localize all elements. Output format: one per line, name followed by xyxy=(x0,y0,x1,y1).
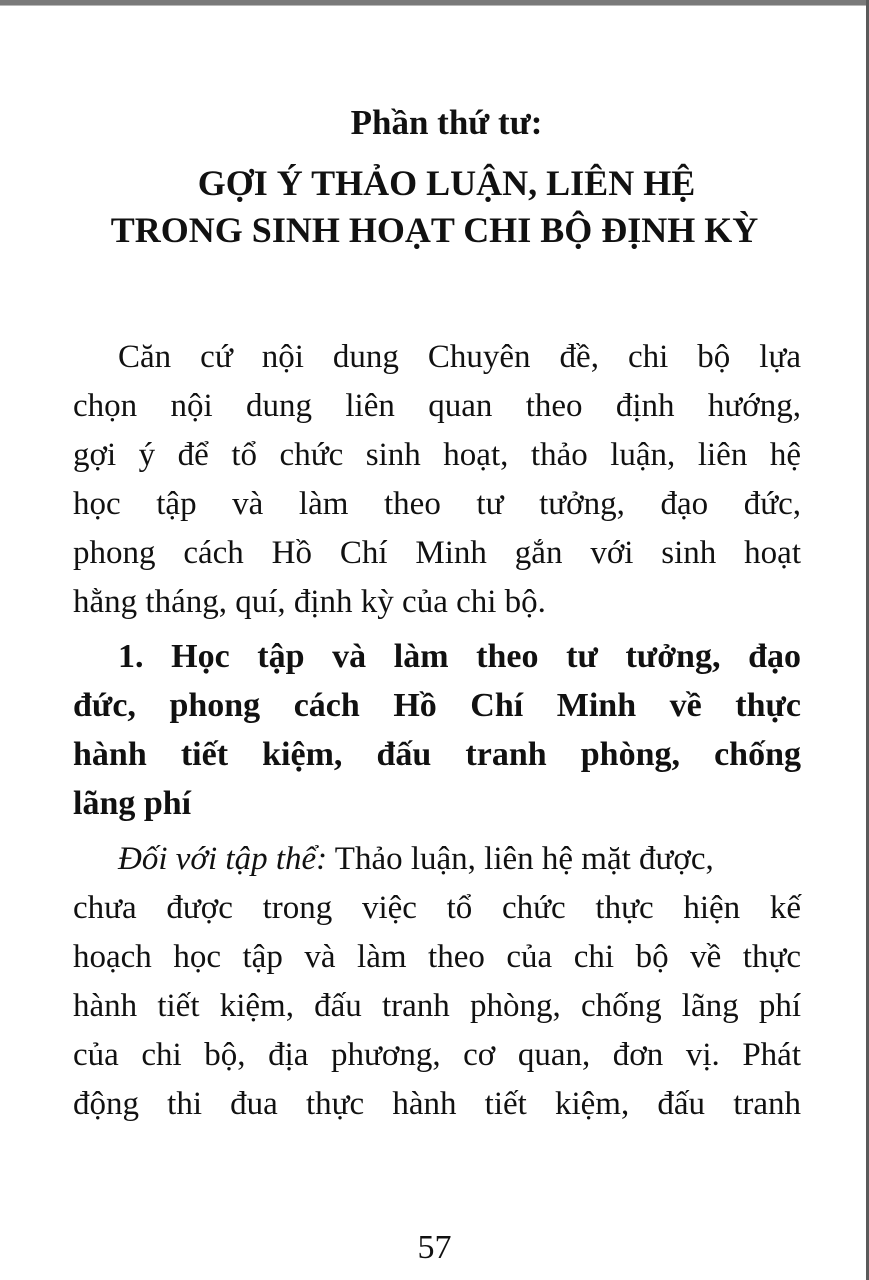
section-body-line: hành tiết kiệm, đấu tranh phòng, chống lãng phí xyxy=(73,988,801,1024)
section-body-text: Thảo luận, liên hệ mặt được, xyxy=(327,841,714,877)
section-body-line: động thi đua thực hành tiết kiệm, đấu tranh xyxy=(73,1086,801,1122)
intro-paragraph xyxy=(73,333,801,627)
section-body-line: của chi bộ, địa phương, cơ quan, đơn vị. Phát xyxy=(73,1037,801,1073)
section-body-line: chưa được trong việc tổ chức thực hiện kế xyxy=(73,890,801,926)
section-1-heading xyxy=(73,632,801,828)
intro-line: học tập và làm theo tư tưởng, đạo đức, xyxy=(73,486,801,522)
page-number: 57 xyxy=(417,1229,452,1266)
intro-line: gợi ý để tổ chức sinh hoạt, thảo luận, liên hệ xyxy=(73,437,801,473)
part-title-line-1: GỢI Ý THẢO LUẬN, LIÊN HỆ xyxy=(197,163,696,203)
collective-label: Đối với tập thể: xyxy=(118,841,328,877)
part-label: Phần thứ tư: xyxy=(350,103,543,142)
section-body-first-line xyxy=(73,835,801,884)
section-heading-line: hành tiết kiệm, đấu tranh phòng, chống xyxy=(73,736,801,773)
section-1-paragraph xyxy=(73,835,801,1129)
intro-line: chọn nội dung liên quan theo định hướng, xyxy=(73,388,801,424)
part-title-line-2: TRONG SINH HOẠT CHI BỘ ĐỊNH KỲ xyxy=(110,210,759,250)
section-body-line: hoạch học tập và làm theo của chi bộ về thực xyxy=(73,939,801,975)
intro-line: hằng tháng, quí, định kỳ của chi bộ. xyxy=(73,584,546,620)
section-heading-line: 1. Học tập và làm theo tư tưởng, đạo xyxy=(118,638,801,675)
intro-line: Căn cứ nội dung Chuyên đề, chi bộ lựa xyxy=(118,339,801,375)
intro-line: phong cách Hồ Chí Minh gắn với sinh hoạt xyxy=(73,535,801,571)
section-heading-line: lãng phí xyxy=(73,785,192,822)
section-heading-line: đức, phong cách Hồ Chí Minh về thực xyxy=(73,687,801,724)
